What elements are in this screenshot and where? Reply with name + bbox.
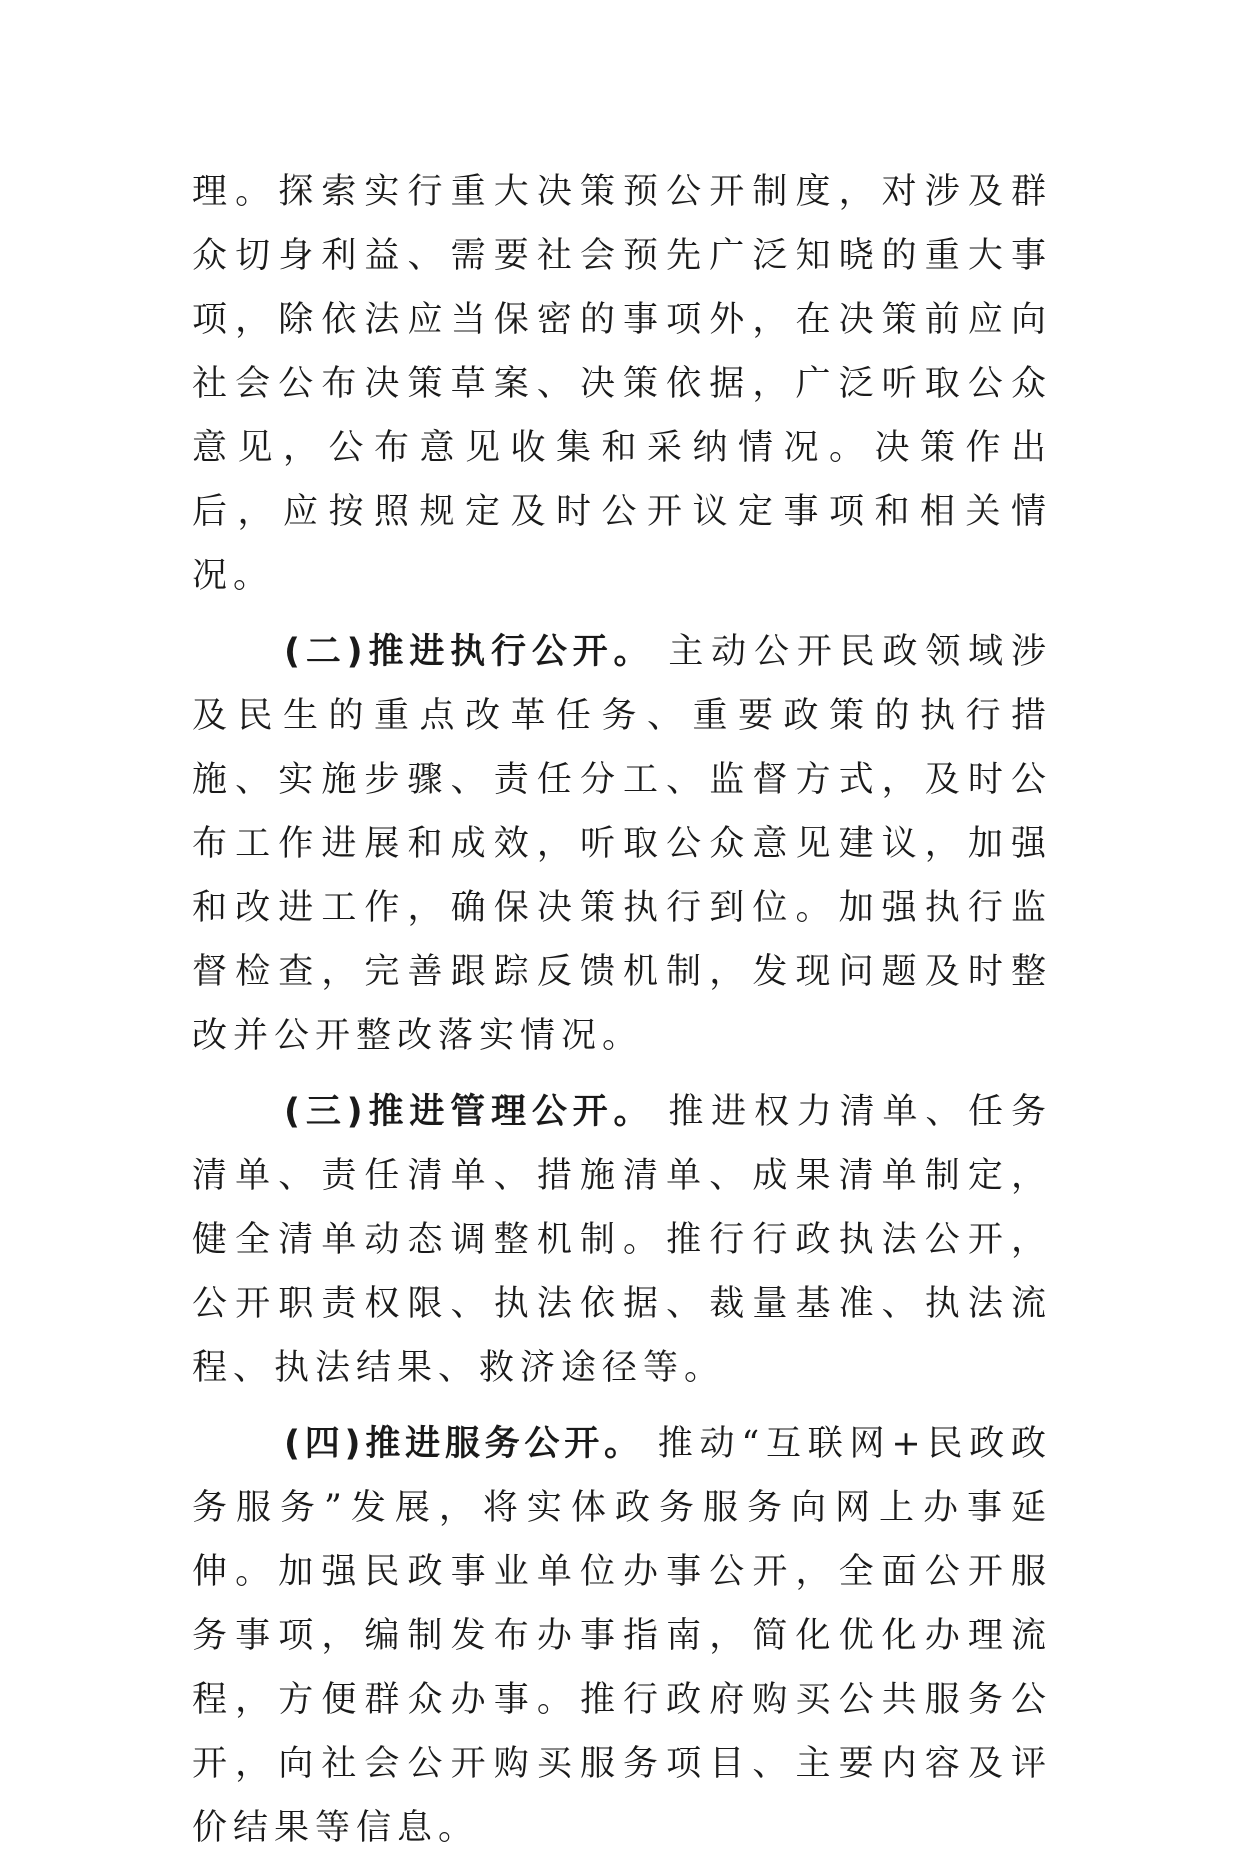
intro-paragraph: 理。探索实行重大决策预公开制度，对涉及群众切身利益、需要社会预先广泛知晓的重大事项，除依法应当保密的事项外，在决策前应向社会公布决策草案、决策依据，广泛听取公众意见，公布意见收集和采纳情况。决策作出后，应按照规定及时公开议定事项和相关情况。	[192, 172, 1052, 596]
section-management-paragraph	[192, 1080, 1052, 1400]
section-execution-body: 主动公开民政领域涉及民生的重点改革任务、重要政策的执行措施、实施步骤、责任分工、监督方式，及时公布工作进展和成效，听取公众意见建议，加强和改进工作，确保决策执行到位。加强执行监督检查，完善跟踪反馈机制，发现问题及时整改并公开整改落实情况。	[192, 632, 1052, 1056]
document-page	[192, 160, 1052, 1860]
section-execution-heading: (二)推进执行公开。	[284, 632, 655, 672]
section-management-body: 推进权力清单、任务清单、责任清单、措施清单、成果清单制定，健全清单动态调整机制。推行行政执法公开，公开职责权限、执法依据、裁量基准、执法流程、执法结果、救济途径等。	[192, 1092, 1052, 1388]
section-service-body: 推动“互联网+民政政务服务”发展，将实体政务服务向网上办事延伸。加强民政事业单位办事公开，全面公开服务事项，编制发布办事指南，简化优化办理流程，方便群众办事。推行政府购买公共服务公开，向社会公开购买服务项目、主要内容及评价结果等信息。	[192, 1424, 1052, 1848]
section-management-heading: (三)推进管理公开。	[284, 1092, 655, 1132]
section-service-heading: (四)推进服务公开。	[284, 1424, 644, 1464]
section-service-paragraph	[192, 1412, 1052, 1860]
section-execution-paragraph	[192, 620, 1052, 1068]
